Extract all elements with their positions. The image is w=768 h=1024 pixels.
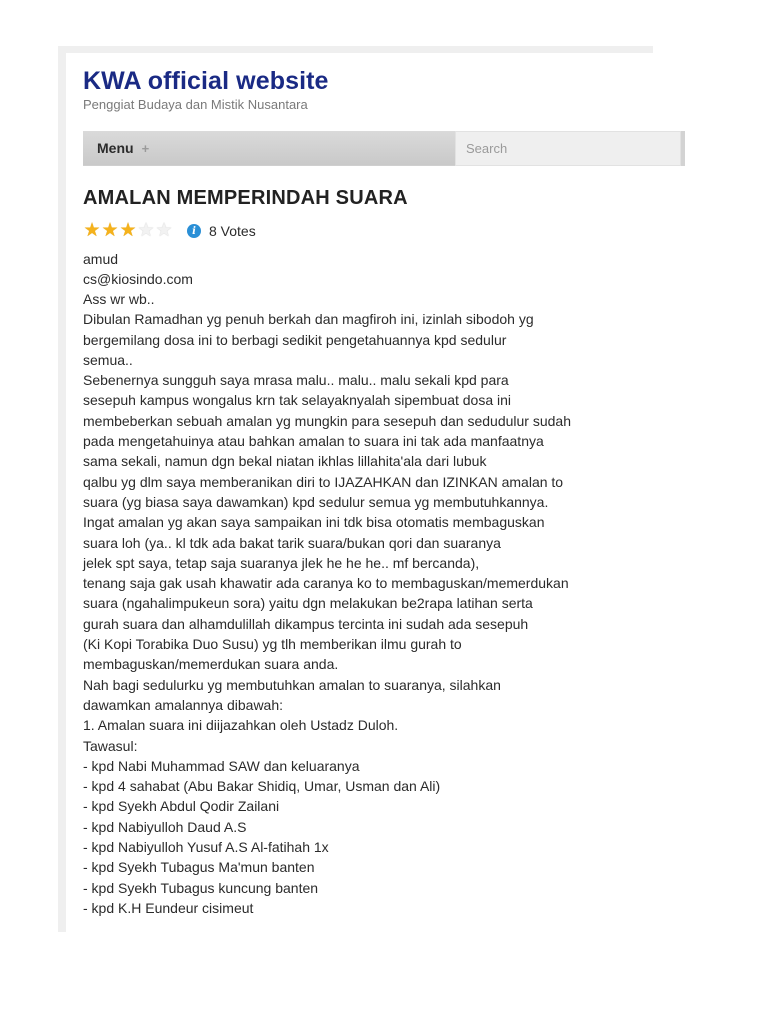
author-email: cs@kiosindo.com — [83, 271, 193, 287]
text-line: jelek spt saya, tetap saja suaranya jlek he he he.. mf bercanda), — [83, 554, 480, 571]
site-tagline: Penggiat Budaya dan Mistik Nusantara — [83, 97, 308, 112]
star-rating[interactable] — [83, 222, 173, 240]
star-icon-filled[interactable]: ★ — [119, 220, 137, 241]
text-line: pada mengetahuinya atau bahkan amalan to suara ini tak ada manfaatnya — [83, 433, 544, 450]
text-line: tenang saja gak usah khawatir ada caranya ko to membaguskan/memerdukan — [83, 575, 569, 592]
article — [83, 185, 683, 918]
star-icon-empty[interactable]: ★ — [137, 220, 155, 241]
star-icon-filled[interactable]: ★ — [83, 220, 101, 241]
text-line: dawamkan amalannya dibawah: — [83, 696, 284, 713]
list-item: - kpd Syekh Tubagus kuncung banten — [83, 879, 319, 896]
list-item: - kpd Nabiyulloh Daud A.S — [83, 818, 247, 835]
text-line: suara (yg biasa saya dawamkan) kpd sedulur semua yg membutuhkannya. — [83, 493, 549, 510]
menu-label: Menu — [97, 140, 134, 156]
paragraph-main — [83, 370, 683, 715]
text-line: (Ki Kopi Torabika Duo Susu) yg tlh memberikan ilmu gurah to — [83, 636, 462, 653]
list-item: - kpd Nabi Muhammad SAW dan keluaranya — [83, 757, 360, 774]
text-line: gurah suara dan alhamdulillah dikampus tercinta ini sudah ada sesepuh — [83, 615, 529, 632]
list-item: - kpd K.H Eundeur cisimeut — [83, 899, 254, 916]
site-header — [83, 66, 329, 113]
text-line: Nah bagi sedulurku yg membutuhkan amalan to suaranya, silahkan — [83, 676, 501, 693]
text-line: qalbu yg dlm saya memberanikan diri to IJAZAHKAN dan IZINKAN amalan to — [83, 473, 564, 490]
star-icon-filled[interactable]: ★ — [101, 220, 119, 241]
text-line: bergemilang dosa ini to berbagi sedikit pengetahuannya kpd sedulur — [83, 331, 507, 348]
article-title: AMALAN MEMPERINDAH SUARA — [83, 187, 408, 209]
text-line: Sebenernya sungguh saya mrasa malu.. malu.. malu sekali kpd para — [83, 372, 509, 389]
page-frame-left — [58, 46, 66, 932]
star-icon-empty[interactable]: ★ — [155, 220, 173, 241]
text-line: Ass wr wb.. — [83, 291, 155, 307]
text-line: membeberkan sebuah amalan yg mungkin para sesepuh dan sedudulur sudah — [83, 412, 571, 429]
search-input[interactable] — [455, 131, 681, 166]
list-item: - kpd 4 sahabat (Abu Bakar Shidiq, Umar, Usman dan Ali) — [83, 778, 441, 795]
text-line: Dibulan Ramadhan yg penuh berkah dan magfiroh ini, izinlah sibodoh yg — [83, 311, 534, 328]
author-name: amud — [83, 251, 119, 267]
votes-count: 8 Votes — [209, 223, 256, 239]
text-line: semua.. — [83, 351, 133, 368]
menu-button[interactable] — [83, 131, 455, 166]
info-icon[interactable]: i — [187, 224, 201, 238]
site-title[interactable]: KWA official website — [83, 67, 329, 95]
nav-bar-edge — [681, 131, 685, 166]
page-frame-top — [58, 46, 653, 53]
text-line: sesepuh kampus wongalus krn tak selayaknyalah sipembuat dosa ini — [83, 392, 512, 409]
text-line: membaguskan/memerdukan suara anda. — [83, 656, 339, 673]
list-item: - kpd Nabiyulloh Yusuf A.S Al-fatihah 1x — [83, 839, 329, 856]
text-line: Ingat amalan yg akan saya sampaikan ini tdk bisa otomatis membaguskan — [83, 514, 545, 531]
list-item: - kpd Syekh Abdul Qodir Zailani — [83, 798, 280, 815]
paragraph-tawasul-list — [83, 715, 683, 918]
text-line: 1. Amalan suara ini diijazahkan oleh Ustadz Duloh. — [83, 717, 399, 734]
text-line: suara (ngahalimpukeun sora) yaitu dgn melakukan be2rapa latihan serta — [83, 595, 533, 612]
text-line: sama sekali, namun dgn bekal niatan ikhlas lillahita'ala dari lubuk — [83, 453, 487, 470]
text-line: Tawasul: — [83, 737, 138, 754]
nav-bar — [83, 131, 685, 166]
author-block — [83, 249, 683, 289]
plus-icon: + — [141, 140, 150, 156]
article-body — [83, 289, 683, 918]
rating-row — [83, 222, 683, 240]
paragraph-intro — [83, 289, 683, 370]
text-line: suara loh (ya.. kl tdk ada bakat tarik suara/bukan qori dan suaranya — [83, 534, 501, 551]
list-item: - kpd Syekh Tubagus Ma'mun banten — [83, 859, 315, 876]
